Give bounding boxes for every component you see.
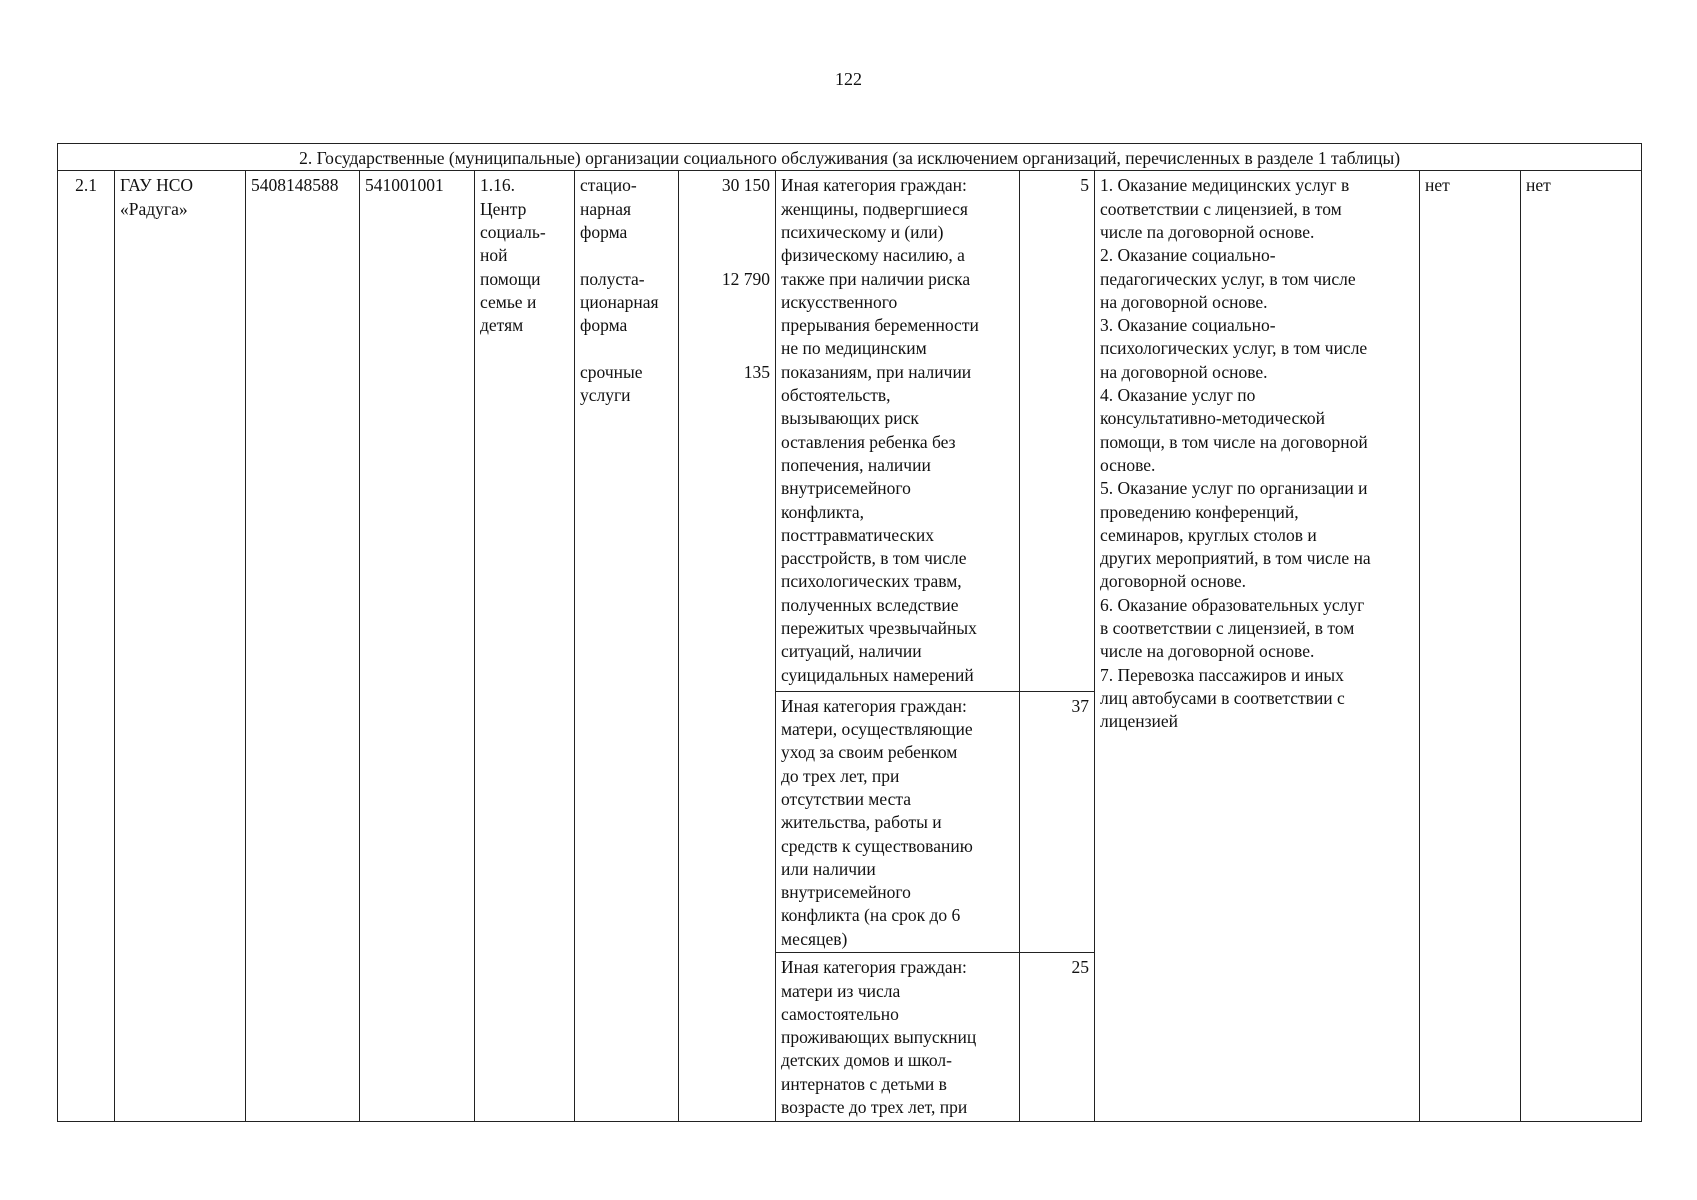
category-1: Иная категория граждан: женщины, подвергшиеся психическому и (или) физическому насилию, а также при наличии риска искусственного прерывания беременности не по медицинским показаниям, при наличии обстоятельств, вызывающих риск оставления ребенка без попечения, наличии внутрисемейного конфликта, посттравматических расстройств, в том числе психологических травм, полученных вследствие пережитых чрезвычайных ситуаций, наличии суицидальных намерений <box>776 171 1020 691</box>
kpp: 541001001 <box>360 171 475 1122</box>
category-1-count: 5 <box>1020 171 1095 691</box>
form-capacities: 30 150 12 790 135 <box>679 171 776 1122</box>
column-b-value: нет <box>1521 171 1642 1122</box>
category-2: Иная категория граждан: матери, осуществляющие уход за своим ребенком до трех лет, при отсутствии места жительства, работы и средств к существованию или наличии внутрисемейного конфликта (на срок до 6 месяцев) <box>776 691 1020 952</box>
service-forms: стацио- нарная форма полуста- ционарная форма срочные услуги <box>575 171 679 1122</box>
organizations-table <box>57 143 1642 1122</box>
section-header-row <box>58 144 1642 171</box>
table-row <box>58 171 1642 691</box>
org-name: ГАУ НСО «Радуга» <box>115 171 246 1122</box>
category-2-count: 37 <box>1020 691 1095 952</box>
row-number: 2.1 <box>58 171 115 1122</box>
org-type: 1.16. Центр социаль- ной помощи семье и детям <box>475 171 575 1122</box>
page-number: 122 <box>835 69 862 89</box>
section-title: 2. Государственные (муниципальные) организации социального обслуживания (за исключением организаций, перечисленных в разделе 1 таблицы) <box>58 144 1642 171</box>
category-3: Иная категория граждан: матери из числа самостоятельно проживающих выпускниц детских домов и школ- интернатов с детьми в возрасте до трех лет, при <box>776 953 1020 1122</box>
inn: 5408148588 <box>246 171 360 1122</box>
services-list: 1. Оказание медицинских услуг в соответствии с лицензией, в том числе па договорной основе. 2. Оказание социально- педагогических услуг, в том числе на договорной основе. 3. Оказание социально- психологических услуг, в том числе на договорной основе. 4. Оказание услуг по консультативно-методической помощи, в том числе на договорной основе. 5. Оказание услуг по организации и проведению конференций, семинаров, круглых столов и других мероприятий, в том числе на договорной основе. 6. Оказание образовательных услуг в соответствии с лицензией, в том числе на договорной основе. 7. Перевозка пассажиров и иных лиц автобусами в соответствии с лицензией <box>1095 171 1420 1122</box>
column-a-value: нет <box>1420 171 1521 1122</box>
category-3-count: 25 <box>1020 953 1095 1122</box>
